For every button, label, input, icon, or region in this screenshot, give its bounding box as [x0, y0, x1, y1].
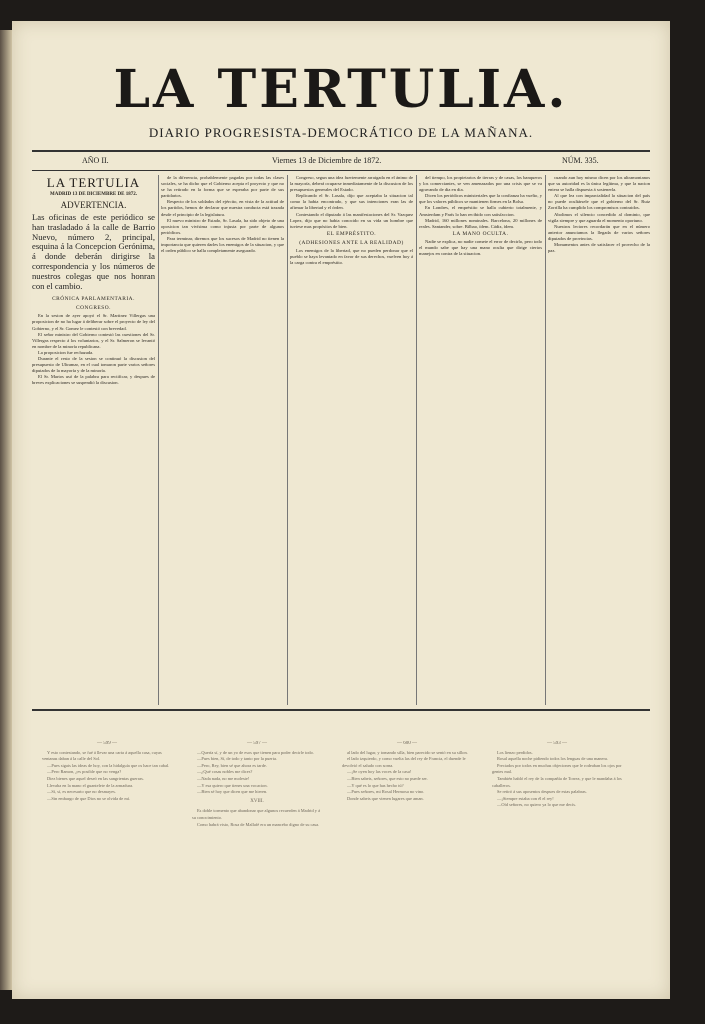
paragraph: Replicando el Sr. Lasala, dijo que aceptaba la situacion tal como la habia encontrado, y que sus intenciones eran las de afirmar la libertad y el órden.: [290, 193, 413, 211]
folletin-line: Diez bienes que aquel deseó en las sangrientas guerras.: [47, 775, 144, 781]
paragraph: Madrid, 160 millones nominales. Barcelona, 20 millones de reales. Santander, sobre. Bilbao, ídem. Cádiz, ídem.: [419, 217, 542, 229]
folletin-line: —Oíd señores, no quiero ya lo que me decís.: [497, 802, 577, 808]
folletin-line: Se retiró á sus aposentos despues de estas palabras.: [497, 789, 587, 795]
paragraph: En la sesion de ayer apoyó el Sr. Martinez Villergas una proposicion de no ha lugar á deliberar sobre el proyecto de ley del Gobierno, y el Sr. Gomez le contestó con brevedad.: [32, 313, 155, 331]
folletin-line: —Sin embargo de que Dios no se olvida de mí.: [47, 795, 131, 801]
dateline-bottom-rule: [32, 170, 650, 171]
folletin-line: Y esto contestando, se fué á llevar una carta á aquella casa, cuyas ventanas daban á la calle del Sol.: [42, 749, 162, 762]
paragraph: Para terminar, diremos que los sucesos de Madrid no tienen la importancia que quieren darles los enemigos de la situacion, y que el orden público se halla completamente asegurado.: [161, 235, 284, 254]
folletin-page: [42, 741, 172, 991]
folletin-line: Como habrá visto, Rosa de Mallafé era un mancebo digno de su casa.: [197, 821, 320, 827]
paragraph: del tiempo, los propietarios de tierras y de casas, los banqueros y los comerciantes, se ven amenazados por una crisis que se va agravando de dia en dia.: [419, 175, 542, 193]
folletin-line: Es doble tormento que abandonar que algunos recuerden á Madrid y á su conocimiento.: [192, 808, 321, 820]
folletin-line: —¡Siempre estaba con él el rey!: [497, 795, 554, 801]
folletin-line: el lado izquierdo, y como vuelta las del rey de Francia, el duende le devolvió el saludo con sorna.: [342, 756, 466, 768]
paragraph: Nuestros lectores recordarán que en el número anterior anunciamos la llegada de varios señores diputados de provincias.: [548, 223, 650, 241]
folletin-page: [192, 741, 322, 991]
column-separator: [416, 175, 417, 705]
column-2: [161, 175, 284, 705]
column-4: [419, 175, 542, 705]
paragraph: Abolimos el silencio concedido al dominio, que vigila siempre y que aguarda el momento oportuno.: [548, 211, 650, 223]
folletin-line: —¿Qué cosas nobles me dices?: [197, 769, 253, 775]
paragraph: El Sr. Martos usó de la palabra para rectificar, y despues de breves explicaciones se suspendió la discusion.: [32, 374, 155, 386]
column-1-head: LA TERTULIA: [46, 175, 141, 190]
section-emprestito-sub: (ADHESIONES ANTE LA REALIDAD): [299, 239, 404, 246]
column-separator: [287, 175, 288, 705]
paragraph: El señor ministro del Gobierno contestó las cuestiones del Sr. Villergas respecto á los voluntarios, y el Sr. Salmeron se levantó en nombre de la minoría republicana.: [32, 331, 155, 349]
adjacent-page-edge: [0, 30, 12, 990]
folletin-line: —Bien sé hoy que dicen que me hieren.: [197, 789, 268, 795]
paragraph: Congreso, segun una idea fuertemente arraigada en el ánimo de la mayoría, deberá ocuparse inmediatamente de la discusion de los presupuestos generales del Estado.: [290, 175, 413, 193]
folletin-line: Rosal aquella noche pidiendo todos los lenguas de una manera.: [497, 756, 608, 762]
paragraph: Monumentos antes de satisfacer el provecho de la paz.: [548, 242, 650, 254]
issue-date: Viernes 13 de Diciembre de 1872.: [272, 156, 382, 165]
folletin-page: [492, 741, 622, 991]
folletin-line: —¡Se oyen hoy las voces de la casa!: [347, 769, 412, 775]
column-5: [548, 175, 650, 705]
paragraph: Durante el resto de la sesion se continuó la discusion del presupuesto de Ultramar, en el cual tomaron parte varios señores diputados de la mayoría y de la minoría.: [32, 356, 155, 374]
folletin-line: —Sí, sí, es necesario que no desmayes.: [47, 789, 116, 795]
folletin-line: —Pero Ramon, ¿es posible que no venga?: [47, 769, 122, 775]
section-congreso: CONGRESO.: [76, 305, 111, 312]
dateline-top-rule: [32, 150, 650, 152]
folletin-line: También habló el rey de la compañía de Torrea, y que le mandaba á los caballeros.: [492, 775, 622, 788]
column-1-date: MADRID 13 DE DICIEMBRE DE 1872.: [50, 192, 137, 197]
folletin-line: —Bien sabeis, señores, que esto no puede ser.: [347, 775, 428, 781]
folletin-line: al lado del lugar, y tomando silla, bien parecido se sentó en su sillon.: [347, 749, 468, 755]
masthead-title: LA TERTULIA.: [113, 59, 569, 120]
relocation-notice: Las oficinas de este periódico se han trasladado á la calle de Barrio Nuevo, número 2, principal, esquina á la Concepcion Gerónima, á donde deberán dirigirse la correspondencia y los números de nuestros colegas que nos honran con el cambio.: [32, 212, 155, 291]
folletin-line: —Y esa quiero que tienes una vocacion.: [197, 782, 268, 788]
paragraph: El nuevo ministro de Estado, Sr. Lasala, ha sido objeto de una oposicion tan vivísima como injusta por parte de algunos periódicos.: [161, 217, 284, 235]
folletin-chapter: XVIII.: [250, 798, 264, 804]
folletin-line: Preciados por todos en muchas objeciones que le rodeaban los ojos por gentes mal.: [492, 762, 622, 775]
folletin-line: —Quería sí, y de un yo de esos que tienen para poder decirle todo.: [197, 749, 314, 755]
column-1: [32, 175, 155, 705]
masthead-subtitle: DIARIO PROGRESISTA-DEMOCRÁTICO DE LA MAÑANA.: [148, 125, 534, 140]
paragraph: Nadie se explica, no nadie comete el error de decirlo, pero todo el mundo sabe que hay una mano oculta que dirige ciertos manejos en contra de la situacion.: [419, 238, 542, 257]
issue-year: AÑO II.: [82, 156, 109, 165]
folletin-line: Llevaba en la mano el guantelete de la armadura.: [47, 782, 134, 788]
paragraph: Respecto de los soldados del ejército, en vista de la actitud de los partidos, hemos de declarar que nuestra conducta está trazada desde el principio de la legislatura.: [161, 199, 284, 217]
folletin-page: [342, 741, 472, 991]
paragraph: La proposicion fue rechazada.: [38, 349, 94, 355]
paragraph: Dicen los periódicos ministeriales que la confianza ha vuelto, y que los valores públicos se mantienen firmes en la Bolsa.: [419, 193, 542, 205]
newspaper-page: [12, 21, 670, 999]
column-separator: [158, 175, 159, 705]
paragraph: cuando aun hoy mismo dicen por los ultramontanos que su autoridad es la única legítima, y que la nacion entera se halla dispuesta á sostenerla.: [548, 175, 650, 193]
advertencia-title: ADVERTENCIA.: [60, 200, 127, 210]
paragraph: de la diferencia, probablemente pagadas por todas las clases sociales, se ha dicho que el Gobierno acepta el proyecto y que no se ha retirado en la forma que se esperaba por parte de sus partidarios.: [161, 175, 284, 199]
column-3: [290, 175, 413, 705]
folletin-line: Los lienzo perdidos.: [497, 749, 533, 755]
paragraph: Contestando el diputado á las manifestaciones del Sr. Vazquez Lopez, dijo que no habia conocido en su vida un hombre que tuviese mas propósitos de bien.: [290, 211, 413, 229]
column-separator: [545, 175, 546, 705]
issue-number: NÚM. 335.: [562, 156, 599, 165]
folletin-rule: [32, 709, 650, 711]
dateline: [32, 153, 650, 169]
folletin-page-number: — 593 —: [547, 741, 567, 746]
section-emprestito: EL EMPRÉSTITO.: [326, 230, 377, 237]
section-cronica: CRÓNICA PARLAMENTARIA.: [52, 296, 135, 303]
folletin-line: —Nada nada, no me moleste!: [197, 775, 250, 781]
section-mano-oculta: LA MANO OCULTA.: [452, 230, 509, 237]
paragraph: Al que lea con imparcialidad la situacion del país no puede ocultársele que el gobierno del Sr. Ruiz Zorrilla ha cumplido los compromisos contraidos.: [548, 193, 650, 211]
folletin-page-number: — 597 —: [247, 741, 267, 746]
folletin-line: —Y qué es lo que has hecho tú?: [347, 782, 404, 788]
folletin-line: —Pues señores, mi Rosal Hermosa no vino.: [347, 789, 425, 795]
folletin-line: —Pues sigais las ideas de hoy, con la hidalguía que os hace tan cabal.: [47, 762, 170, 768]
folletin-line: —Pues bien, Sí, de todo y tanto por la puerta.: [197, 756, 277, 762]
folletin-page-number: — 600 —: [397, 741, 417, 746]
folletin-page-number: — 599 —: [97, 741, 117, 746]
folletin-line: Donde sabeis que vienen lugares que aman.: [347, 795, 424, 801]
paragraph: Los enemigos de la libertad, que no pueden perdonar que el pueblo se haya levantado en favor de sus derechos, vuelven hoy á la carga contra el empréstito.: [290, 247, 413, 266]
folletin-line: —Pero, Rey, bien sé que ahora es tarde.: [197, 762, 267, 768]
paragraph: En Londres, el empréstito se halla cubierto totalmente, y Amsterdam y París lo han recibido con satisfaccion.: [419, 205, 542, 217]
